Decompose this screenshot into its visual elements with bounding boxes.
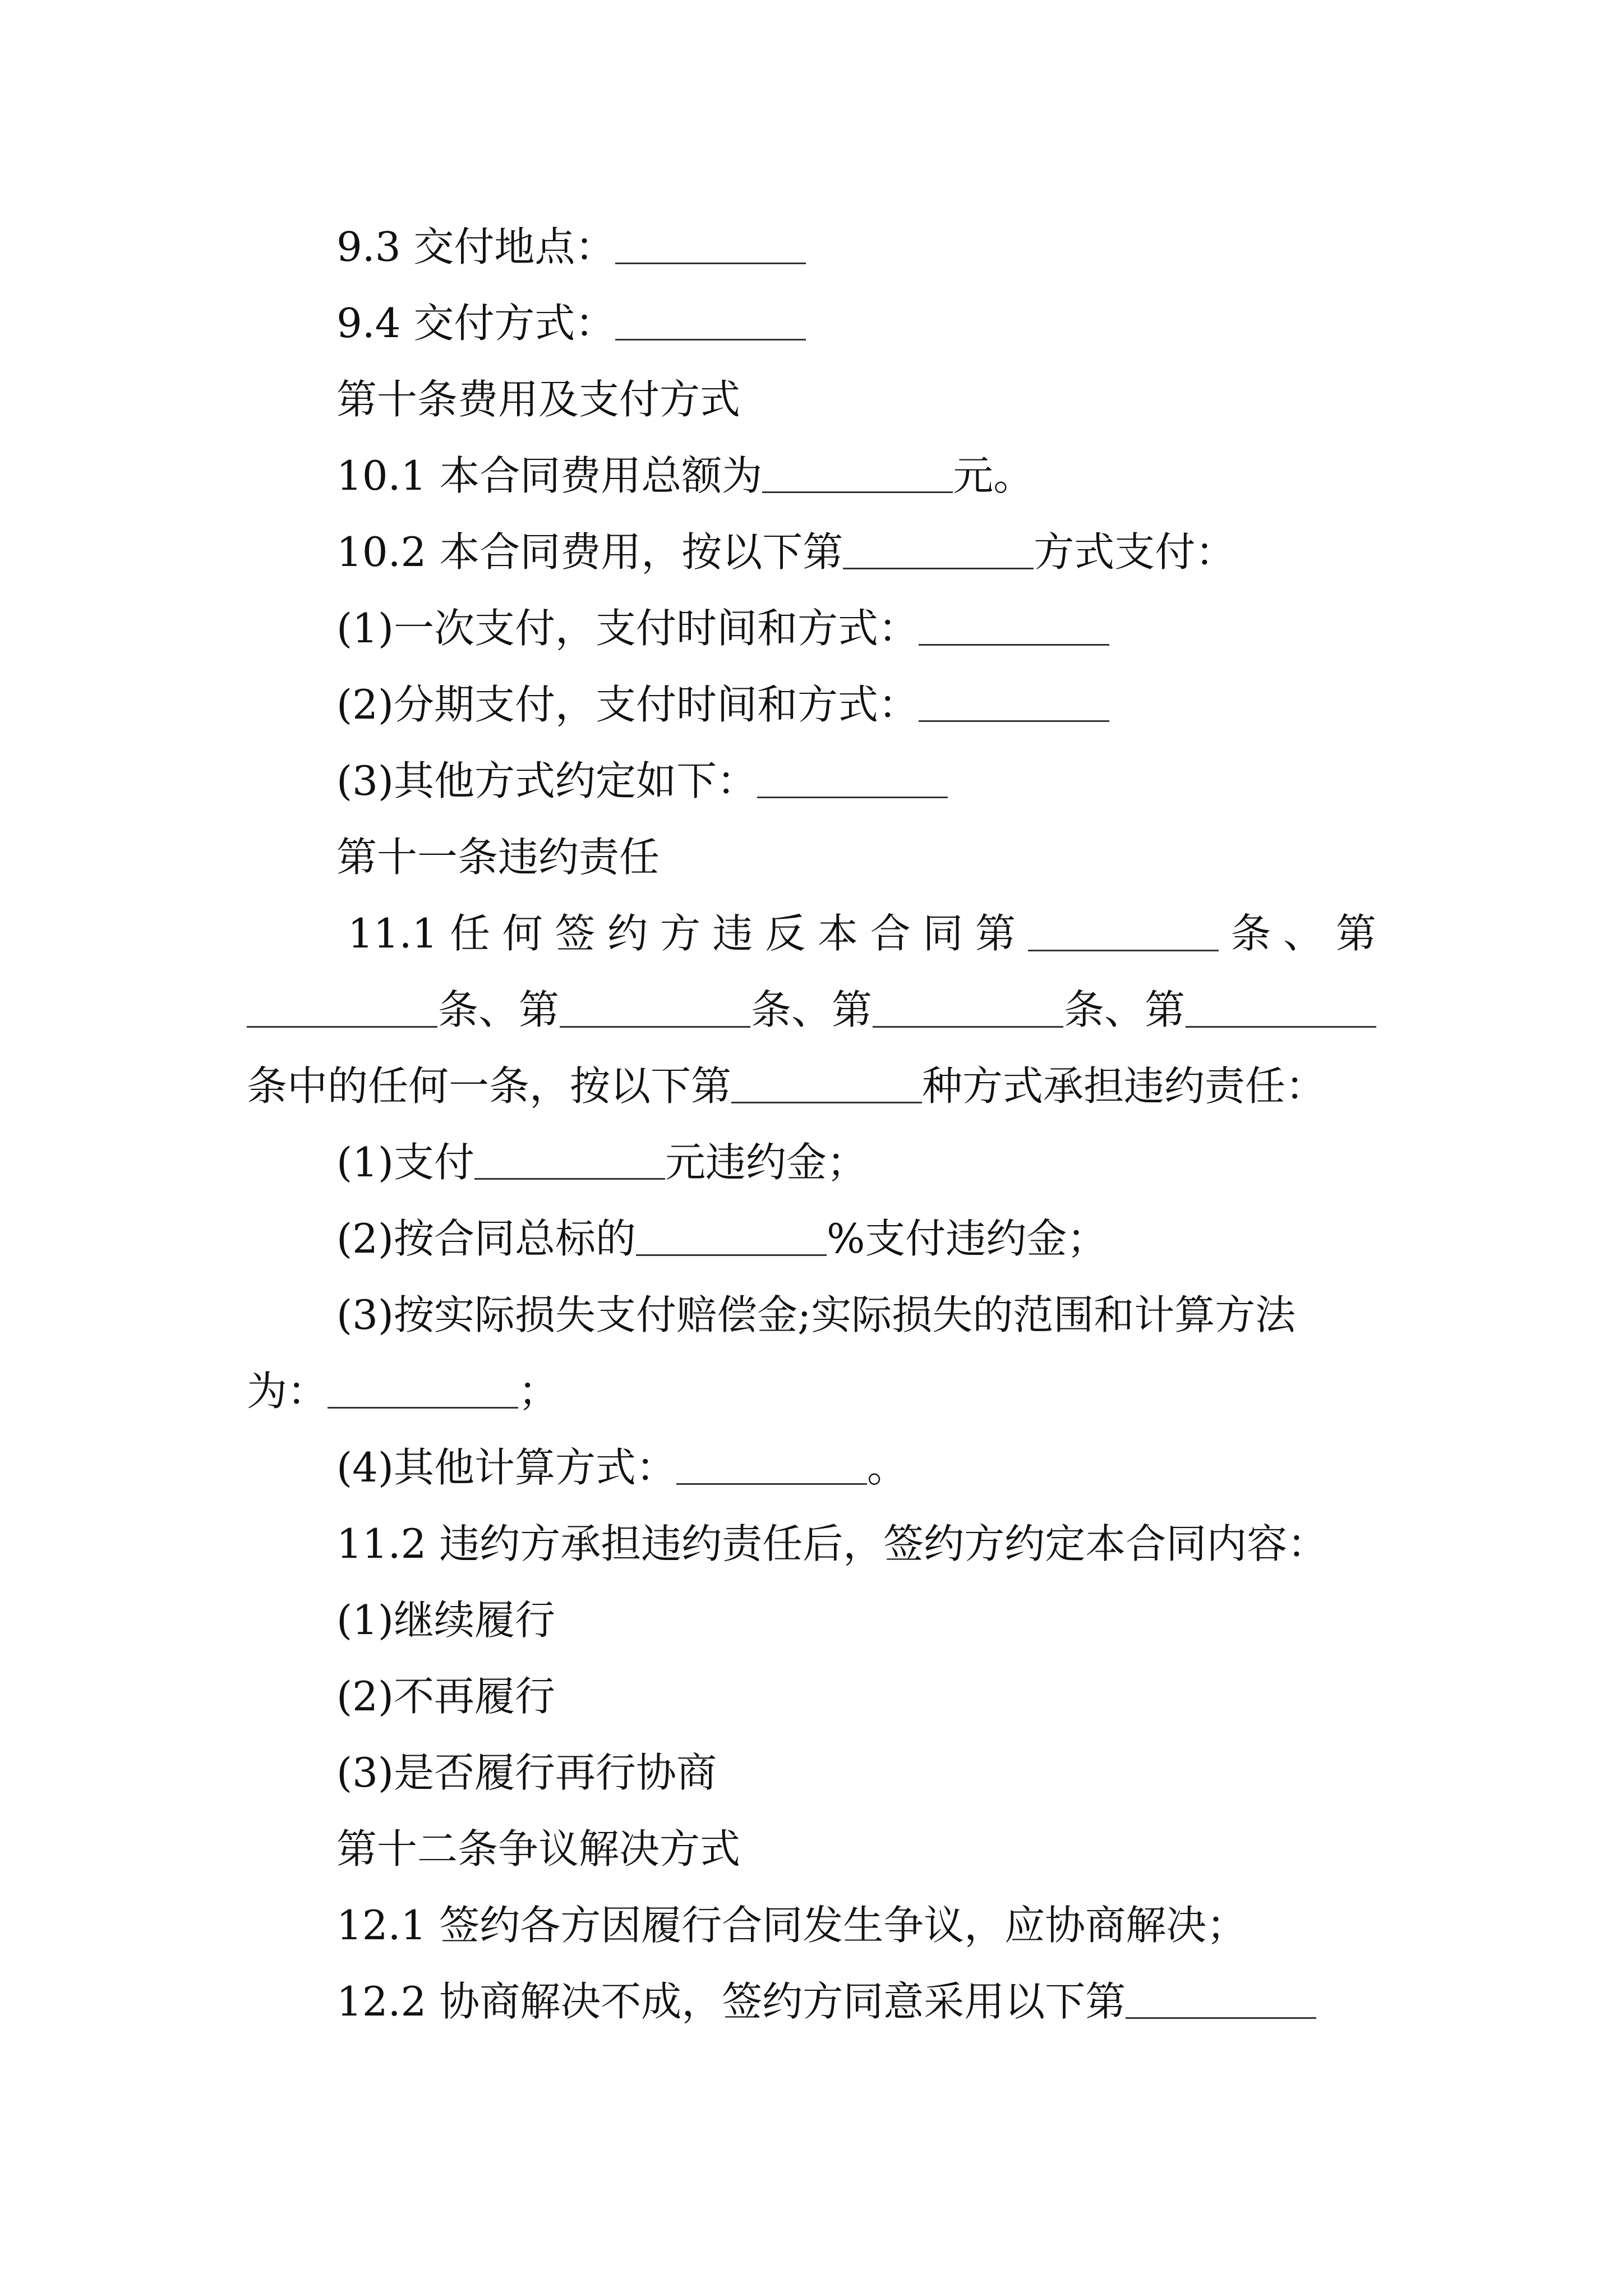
fill-blank[interactable] [328, 1373, 518, 1409]
clause-9-3 [0, 209, 1623, 285]
clause-tail: 元。 [953, 452, 1034, 499]
heading-text: 第十一条违约责任 [336, 834, 660, 881]
fill-blank[interactable] [474, 1144, 665, 1180]
clause-text: 12.1 签约各方因履行合同发生争议，应协商解决； [336, 1902, 1247, 1949]
fill-blank[interactable] [919, 687, 1109, 722]
fill-blank[interactable] [919, 610, 1109, 646]
fill-blank[interactable] [1028, 916, 1219, 951]
clause-word: 反 [765, 910, 806, 957]
clause-text: 条中的任何一条，按以下第 [247, 1062, 732, 1110]
option-10-2-1 [0, 590, 1623, 666]
clause-word: 、 [1283, 910, 1324, 957]
clause-text: 9.4 交付方式： [336, 300, 616, 347]
option-10-2-2 [0, 666, 1623, 743]
clause-word: 合 [870, 910, 911, 957]
fill-blank[interactable] [636, 1221, 827, 1256]
clause-text: 9.3 交付地点： [336, 223, 616, 270]
heading-text: 第十条费用及支付方式 [336, 376, 741, 423]
fill-blank[interactable] [615, 305, 806, 341]
fill-blank[interactable] [843, 534, 1034, 569]
article-10-heading [0, 361, 1623, 438]
clause-10-1 [0, 438, 1623, 514]
option-11-2-3 [0, 1734, 1623, 1811]
fill-blank[interactable] [615, 229, 806, 264]
option-11-1-4 [0, 1429, 1623, 1506]
clause-word: 违 [712, 910, 753, 957]
clause-word: 方 [660, 910, 700, 957]
clause-10-2 [0, 514, 1623, 590]
clause-word: 何 [502, 910, 543, 957]
option-11-1-3-cont [0, 1353, 1623, 1429]
clause-word: 条、第 [437, 986, 559, 1033]
fill-blank[interactable] [1126, 1984, 1316, 2019]
clause-text: (3)是否履行再行协商 [336, 1749, 717, 1796]
clause-text: 12.2 协商解决不成，签约方同意采用以下第 [336, 1978, 1126, 2025]
article-12-heading [0, 1811, 1623, 1887]
clause-word: 本 [817, 910, 858, 957]
clause-word: 第 [1335, 910, 1376, 957]
fill-blank[interactable] [762, 458, 953, 493]
clause-12-1 [0, 1887, 1623, 1963]
clause-11-2 [0, 1506, 1623, 1582]
clause-word: 条、第 [1063, 986, 1185, 1033]
clause-9-4 [0, 285, 1623, 361]
option-11-1-2 [0, 1200, 1623, 1277]
article-11-heading [0, 819, 1623, 895]
fill-blank[interactable] [676, 1450, 867, 1485]
clause-word: 签 [555, 910, 596, 957]
clause-word: 第 [975, 910, 1016, 957]
clause-text: (3)按实际损失支付赔偿金;实际损失的范围和计算方法 [336, 1291, 1296, 1338]
clause-text: 为： [247, 1368, 328, 1415]
clause-tail: 方式支付： [1034, 528, 1236, 576]
clause-word: 11.1 [348, 910, 438, 957]
clause-text: (1)继续履行 [336, 1596, 555, 1644]
fill-blank[interactable] [731, 1068, 922, 1103]
clause-word: 条、第 [750, 986, 872, 1033]
clause-text: (1)支付 [336, 1139, 474, 1186]
clause-text: (2)分期支付，支付时间和方式： [336, 681, 919, 728]
fill-blank[interactable] [757, 763, 948, 798]
clause-word: 约 [607, 910, 648, 957]
clause-text: (3)其他方式约定如下： [336, 757, 757, 804]
clause-11-1-line1 [0, 895, 1623, 972]
option-11-1-1 [0, 1124, 1623, 1200]
clause-word: 条 [1230, 910, 1271, 957]
clause-tail: 元违约金； [665, 1139, 868, 1186]
clause-11-1-line2 [0, 972, 1623, 1048]
fill-blank[interactable] [873, 992, 1063, 1028]
clause-text: (2)按合同总标的 [336, 1215, 636, 1262]
clause-11-1-line3 [0, 1048, 1623, 1124]
clause-12-2 [0, 1963, 1623, 2040]
fill-blank[interactable] [247, 992, 437, 1028]
fill-blank[interactable] [560, 992, 750, 1028]
option-11-1-3 [0, 1277, 1623, 1353]
clause-text: 10.2 本合同费用，按以下第 [336, 528, 843, 576]
fill-blank[interactable] [1186, 992, 1376, 1028]
heading-text: 第十二条争议解决方式 [336, 1825, 741, 1872]
clause-tail: 。 [867, 1444, 908, 1491]
option-11-2-2 [0, 1658, 1623, 1734]
clause-word: 同 [923, 910, 963, 957]
clause-text: (2)不再履行 [336, 1673, 555, 1720]
clause-text: (1)一次支付，支付时间和方式： [336, 605, 919, 652]
clause-text: 10.1 本合同费用总额为 [336, 452, 763, 499]
clause-text: 11.2 违约方承担违约责任后，签约方约定本合同内容： [336, 1520, 1328, 1567]
option-11-2-1 [0, 1582, 1623, 1658]
clause-tail: 种方式承担违约责任： [922, 1062, 1326, 1110]
clause-tail: ； [518, 1368, 559, 1415]
clause-text: (4)其他计算方式： [336, 1444, 676, 1491]
option-10-2-3 [0, 743, 1623, 819]
clause-tail: %支付违约金； [827, 1215, 1108, 1262]
clause-word: 任 [450, 910, 491, 957]
